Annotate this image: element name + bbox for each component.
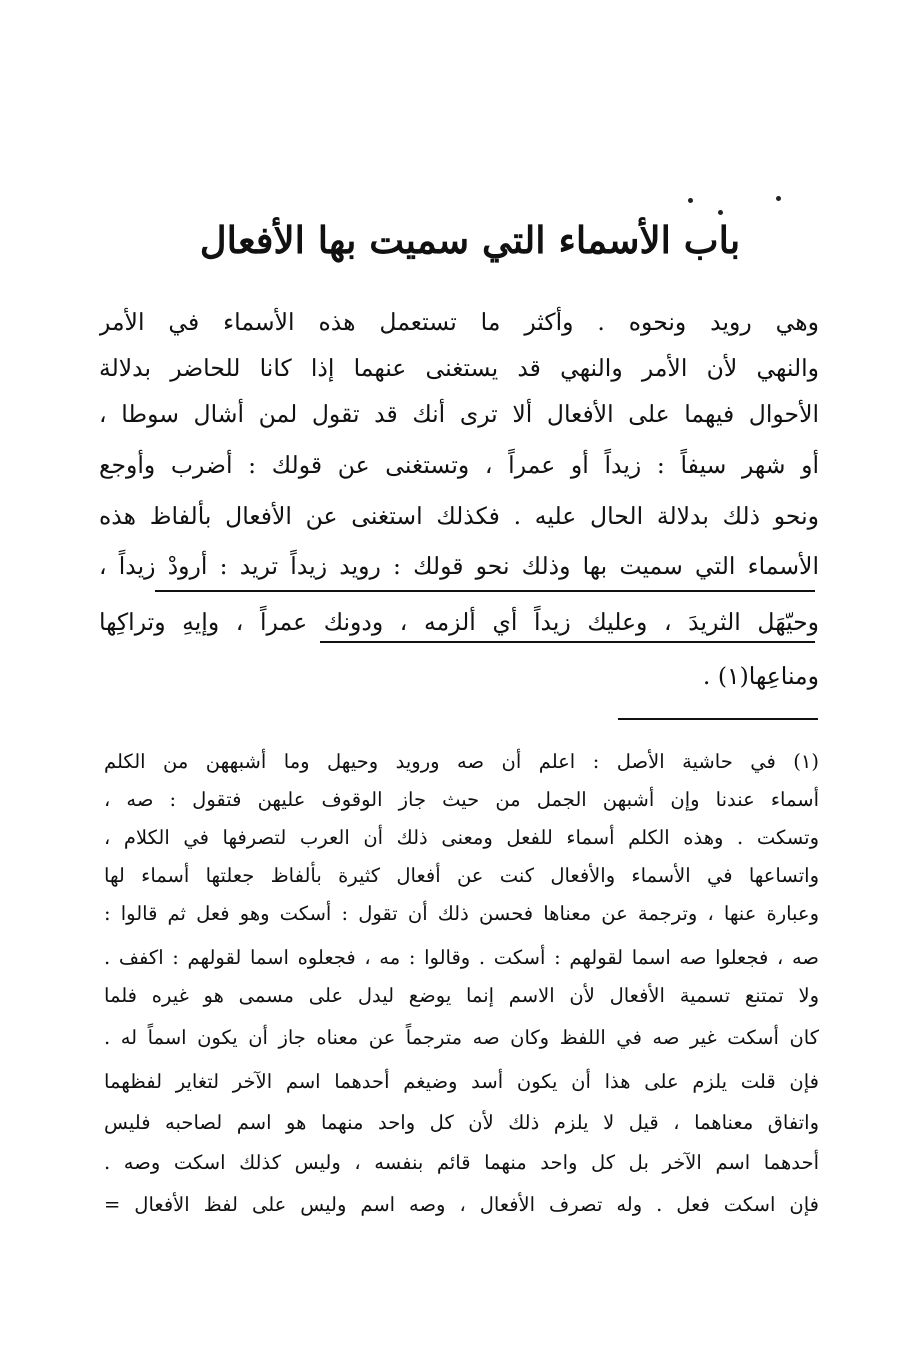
footnote-line: واتساعها في الأسماء والأفعال كنت عن أفعال كثيرة بألفاظ جعلتها أسماء لها: [104, 864, 819, 887]
footnote-line: وعبارة عنها ، وترجمة عن معناها فحسن ذلك أن تقول : أسكت وهو فعل ثم قالوا :: [104, 902, 819, 925]
body-line: وهي رويد ونحوه . وأكثر ما تستعمل هذه الأسماء في الأمر: [99, 308, 819, 336]
footnote-line: أحدهما اسم الآخر بل كل واحد منهما قائم بنفسه ، وليس كذلك اسكت وصه .: [104, 1151, 819, 1174]
footnote-separator: [618, 718, 818, 720]
footnote-line: واتفاق معناهما ، قيل لا يلزم ذلك لأن كل واحد منهما هو اسم لصاحبه فليس: [104, 1111, 819, 1134]
body-line: ومناعِها(١) .: [702, 662, 819, 690]
body-line: أو شهر سيفاً : زيداً أو عمراً ، وتستغنى عن قولك : أضرب وأوجع: [99, 451, 819, 479]
footnote-line: صه ، فجعلوا صه اسما لقولهم : أسكت . وقالوا : مه ، فجعلوه اسما لقولهم : اكفف .: [104, 946, 819, 969]
footnote-line: (١) في حاشية الأصل : اعلم أن صه ورويد وحيهل وما أشبههن من الكلم: [104, 750, 819, 773]
body-line: والنهي لأن الأمر والنهي قد يستغنى عنهما إذا كانا للحاضر بدلالة: [99, 354, 819, 382]
footnote-line: كان أسكت غير صه في اللفظ وكان صه مترجماً عن معناه جاز أن يكون اسماً له .: [104, 1026, 819, 1049]
footnote-line: فإن اسكت فعل . وله تصرف الأفعال ، وصه اسم وليس على لفظ الأفعال =: [104, 1193, 819, 1216]
footnote-line: ولا تمتنع تسمية الأفعال لأن الاسم إنما يوضع ليدل على مسمى هو غيره فلما: [104, 984, 819, 1007]
footnote-line: فإن قلت يلزم على هذا أن يكون أسد وضيغم أحدهما اسم الآخر لتغاير لفظهما: [104, 1070, 819, 1093]
body-line: ونحو ذلك بدلالة الحال عليه . فكذلك استغنى عن الأفعال بألفاظ هذه: [99, 502, 819, 530]
footnote-line: وتسكت . وهذه الكلم أسماء للفعل ومعنى ذلك أن العرب لتصرفها في الكلام ،: [104, 826, 819, 849]
text-underline: [320, 641, 815, 643]
page-mark-dot: [688, 198, 693, 203]
body-line: الأحوال فيهما على الأفعال ألا ترى أنك قد تقول لمن أشال سوطا ،: [99, 400, 819, 428]
page-mark-dot: [776, 196, 781, 201]
body-line: الأسماء التي سميت بها وذلك نحو قولك : رويد زيداً تريد : أرودْ زيداً ،: [99, 552, 819, 580]
body-line: وحيّهَل الثريدَ ، وعليك زيداً أي ألزمه ، ودونك عمراً ، وإيهِ وتراكِها: [99, 608, 819, 636]
chapter-title: باب الأسماء التي سميت بها الأفعال: [199, 218, 741, 262]
footnote-line: أسماء عندنا وإن أشبهن الجمل من حيث جاز الوقوف عليهن فتقول : صه ،: [104, 788, 819, 811]
text-underline: [155, 590, 815, 592]
